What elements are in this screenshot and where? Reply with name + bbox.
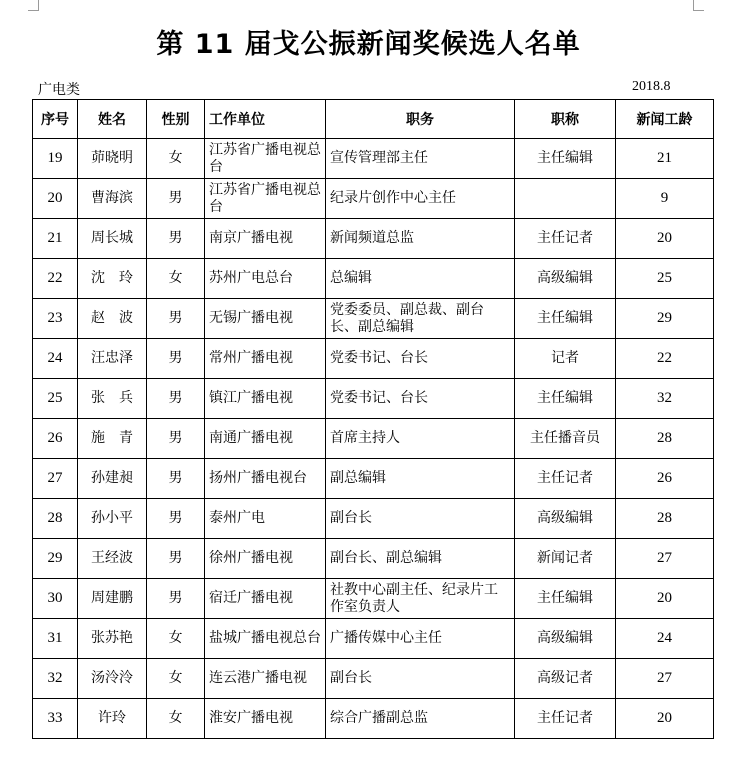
- cell-index: 33: [33, 699, 78, 739]
- cell-employer: 江苏省广播电视总台: [205, 179, 326, 219]
- cell-employer: 徐州广播电视: [205, 539, 326, 579]
- cell-years: 28: [616, 419, 714, 459]
- table-row: [33, 619, 714, 659]
- table-row: [33, 339, 714, 379]
- cell-index: 31: [33, 619, 78, 659]
- cell-employer: 盐城广播电视总台: [205, 619, 326, 659]
- cell-position: 党委委员、副总裁、副台长、副总编辑: [326, 299, 515, 339]
- date-label: 2018.8: [632, 79, 671, 94]
- cell-years: 32: [616, 379, 714, 419]
- cell-position: 副台长、副总编辑: [326, 539, 515, 579]
- table-row: [33, 459, 714, 499]
- cell-index: 29: [33, 539, 78, 579]
- cell-gender: 女: [147, 259, 205, 299]
- cell-years: 27: [616, 659, 714, 699]
- cell-title: 主任编辑: [515, 579, 616, 619]
- cell-gender: 男: [147, 419, 205, 459]
- cell-gender: 女: [147, 659, 205, 699]
- cell-gender: 男: [147, 299, 205, 339]
- cell-years: 27: [616, 539, 714, 579]
- table-row: [33, 579, 714, 619]
- cell-name: 张 兵: [78, 379, 147, 419]
- cell-title: [515, 179, 616, 219]
- cell-employer: 南京广播电视: [205, 219, 326, 259]
- cell-position: 副台长: [326, 659, 515, 699]
- cell-title: 记者: [515, 339, 616, 379]
- category-label: 广电类: [38, 82, 80, 98]
- cell-name: 汤泠泠: [78, 659, 147, 699]
- candidate-table: [32, 99, 714, 739]
- cell-index: 20: [33, 179, 78, 219]
- cell-position: 新闻频道总监: [326, 219, 515, 259]
- cell-employer: 宿迁广播电视: [205, 579, 326, 619]
- cell-index: 32: [33, 659, 78, 699]
- table-row: [33, 299, 714, 339]
- cell-position: 纪录片创作中心主任: [326, 179, 515, 219]
- cell-years: 20: [616, 699, 714, 739]
- header-gender: 性别: [147, 100, 205, 139]
- cell-position: 副总编辑: [326, 459, 515, 499]
- cell-employer: 扬州广播电视台: [205, 459, 326, 499]
- table-row: [33, 179, 714, 219]
- cell-name: 周建鹏: [78, 579, 147, 619]
- table-row: [33, 699, 714, 739]
- cell-name: 许玲: [78, 699, 147, 739]
- cell-index: 27: [33, 459, 78, 499]
- table-row: [33, 659, 714, 699]
- cell-index: 26: [33, 419, 78, 459]
- cell-position: 宣传管理部主任: [326, 139, 515, 179]
- cell-years: 24: [616, 619, 714, 659]
- document-title: 第 11 届戈公振新闻奖候选人名单: [156, 29, 581, 60]
- table-row: [33, 259, 714, 299]
- cell-employer: 镇江广播电视: [205, 379, 326, 419]
- header-years: 新闻工龄: [616, 100, 714, 139]
- cell-index: 19: [33, 139, 78, 179]
- cell-gender: 男: [147, 339, 205, 379]
- cell-position: 综合广播副总监: [326, 699, 515, 739]
- cell-title: 主任编辑: [515, 299, 616, 339]
- cell-title: 主任编辑: [515, 379, 616, 419]
- cell-title: 主任记者: [515, 459, 616, 499]
- cell-title: 主任记者: [515, 699, 616, 739]
- cell-years: 21: [616, 139, 714, 179]
- cell-years: 28: [616, 499, 714, 539]
- table-row: [33, 139, 714, 179]
- cell-index: 22: [33, 259, 78, 299]
- cell-gender: 男: [147, 539, 205, 579]
- cell-index: 25: [33, 379, 78, 419]
- table-row: [33, 499, 714, 539]
- cell-title: 高级记者: [515, 659, 616, 699]
- cell-title: 新闻记者: [515, 539, 616, 579]
- table-row: [33, 539, 714, 579]
- cell-gender: 女: [147, 619, 205, 659]
- cell-title: 主任记者: [515, 219, 616, 259]
- cell-title: 主任编辑: [515, 139, 616, 179]
- cell-position: 首席主持人: [326, 419, 515, 459]
- header-index: 序号: [33, 100, 78, 139]
- cell-employer: 无锡广播电视: [205, 299, 326, 339]
- cell-title: 主任播音员: [515, 419, 616, 459]
- cell-name: 赵 波: [78, 299, 147, 339]
- cell-index: 23: [33, 299, 78, 339]
- cell-employer: 泰州广电: [205, 499, 326, 539]
- cell-name: 汪忠泽: [78, 339, 147, 379]
- cell-years: 29: [616, 299, 714, 339]
- table-row: [33, 379, 714, 419]
- cell-gender: 男: [147, 379, 205, 419]
- cell-title: 高级编辑: [515, 499, 616, 539]
- cell-name: 孙建昶: [78, 459, 147, 499]
- page-corner-mark-right: [693, 0, 704, 11]
- cell-employer: 连云港广播电视: [205, 659, 326, 699]
- header-title: 职称: [515, 100, 616, 139]
- cell-name: 王经波: [78, 539, 147, 579]
- cell-gender: 男: [147, 579, 205, 619]
- cell-index: 30: [33, 579, 78, 619]
- cell-years: 25: [616, 259, 714, 299]
- table-row: [33, 219, 714, 259]
- cell-employer: 常州广播电视: [205, 339, 326, 379]
- cell-years: 20: [616, 579, 714, 619]
- cell-position: 副台长: [326, 499, 515, 539]
- cell-employer: 苏州广电总台: [205, 259, 326, 299]
- cell-name: 张苏艳: [78, 619, 147, 659]
- cell-name: 茆晓明: [78, 139, 147, 179]
- cell-position: 党委书记、台长: [326, 339, 515, 379]
- cell-employer: 南通广播电视: [205, 419, 326, 459]
- cell-title: 高级编辑: [515, 619, 616, 659]
- cell-gender: 女: [147, 699, 205, 739]
- cell-index: 24: [33, 339, 78, 379]
- page-corner-mark-left: [28, 0, 39, 11]
- cell-gender: 男: [147, 459, 205, 499]
- cell-gender: 男: [147, 499, 205, 539]
- table-row: [33, 419, 714, 459]
- cell-index: 28: [33, 499, 78, 539]
- cell-name: 孙小平: [78, 499, 147, 539]
- cell-gender: 男: [147, 219, 205, 259]
- cell-years: 22: [616, 339, 714, 379]
- cell-employer: 淮安广播电视: [205, 699, 326, 739]
- cell-employer: 江苏省广播电视总台: [205, 139, 326, 179]
- cell-position: 广播传媒中心主任: [326, 619, 515, 659]
- cell-position: 社教中心副主任、纪录片工作室负责人: [326, 579, 515, 619]
- cell-years: 26: [616, 459, 714, 499]
- cell-name: 沈 玲: [78, 259, 147, 299]
- table-header-row: [33, 100, 714, 139]
- cell-name: 曹海滨: [78, 179, 147, 219]
- cell-index: 21: [33, 219, 78, 259]
- cell-position: 总编辑: [326, 259, 515, 299]
- header-name: 姓名: [78, 100, 147, 139]
- cell-name: 施 青: [78, 419, 147, 459]
- cell-years: 9: [616, 179, 714, 219]
- cell-position: 党委书记、台长: [326, 379, 515, 419]
- cell-years: 20: [616, 219, 714, 259]
- header-employer: 工作单位: [205, 100, 326, 139]
- cell-gender: 男: [147, 179, 205, 219]
- header-position: 职务: [326, 100, 515, 139]
- cell-gender: 女: [147, 139, 205, 179]
- cell-title: 高级编辑: [515, 259, 616, 299]
- cell-name: 周长城: [78, 219, 147, 259]
